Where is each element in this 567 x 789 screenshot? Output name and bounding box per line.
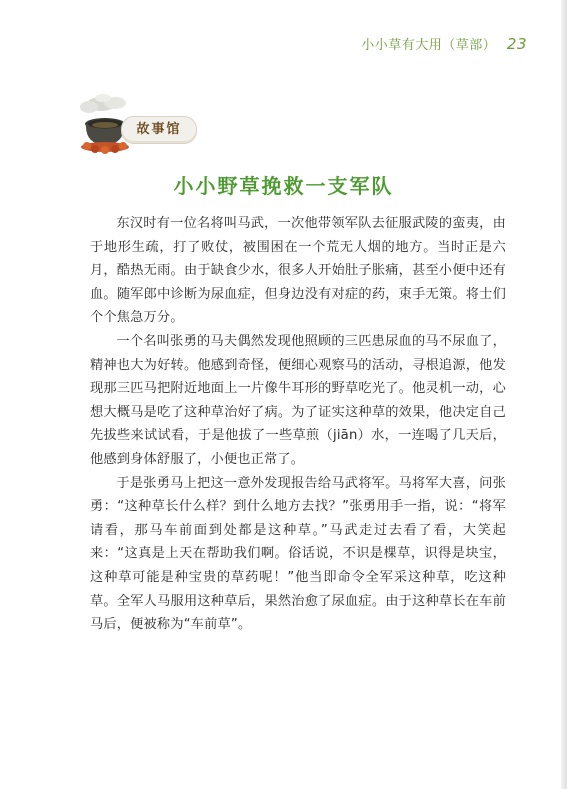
article-body	[90, 212, 506, 637]
page-edge	[561, 0, 567, 789]
paragraph: 一个名叫张勇的马夫偶然发现他照顾的三匹患尿血的马不尿血了，精神也大为好转。他感到奇怪，便细心观察马的活动，寻根追源，他发现那三匹马把附近地面上一片像牛耳形的野草吃光了。他灵机一动，心想大概马是吃了这种草治好了病。为了证实这种草的效果，他决定自己先拔些来试试看，于是他拔了一些草煎（jiān）水，一连喝了几天后，他感到身体舒服了，小便也正常了。	[90, 333, 506, 467]
running-header	[361, 34, 527, 53]
section-label: 故事馆	[121, 116, 197, 144]
story-section-badge	[75, 94, 195, 154]
book-title: 小小草有大用（草部）	[361, 38, 497, 53]
page-number: 23	[506, 35, 527, 53]
article-title: 小小野草挽救一支军队	[173, 174, 394, 198]
paragraph: 于是张勇马上把这一意外发现报告给马武将军。马将军大喜，问张勇：“这种草长什么样？到什么地方去找？”张勇用手一指，说：“将军请看，那马车前面到处都是这种草。”马武走过去看了看，大笑起来：“这真是上天在帮助我们啊。俗话说，不识是棵草，识得是块宝，这种草可能是种宝贵的草药呢！”他当即命令全军采这种草，吃这种草。全军人马服用这种草后，果然治愈了尿血症。由于这种草长在车前马后，便被称为“车前草”。	[90, 475, 506, 633]
paragraph: 东汉时有一位名将叫马武，一次他带领军队去征服武陵的蛮夷，由于地形生疏，打了败仗，被围困在一个荒无人烟的地方。当时正是六月，酷热无雨。由于缺食少水，很多人开始肚子胀痛，甚至小便中还有血。随军郎中诊断为尿血症，但身边没有对症的药，束手无策。将士们个个焦急万分。	[90, 216, 506, 326]
